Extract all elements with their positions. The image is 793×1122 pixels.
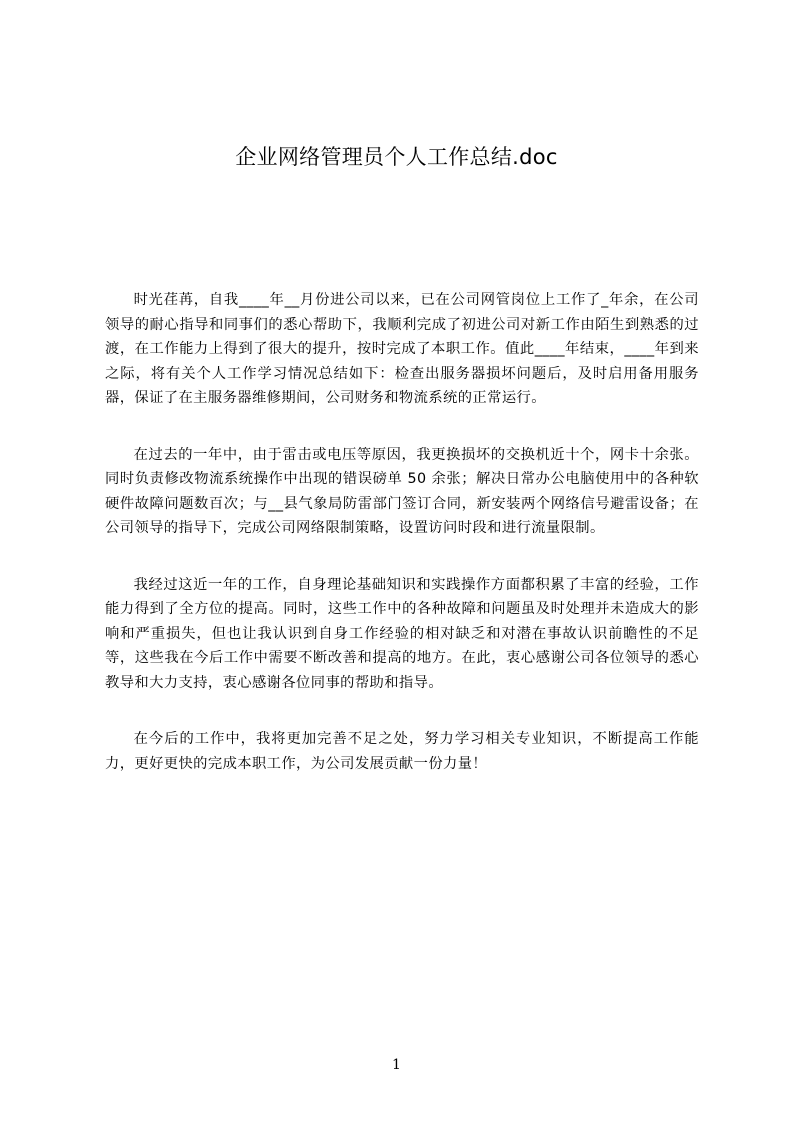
paragraph-1: 时光荏苒，自我____年__月份进公司以来，已在公司网管岗位上工作了_年余，在公司领导的耐心指导和同事们的悉心帮助下，我顺利完成了初进公司对新工作由陌生到熟悉的过渡，在工作能力上得到了很大的提升，按时完成了本职工作。值此____年结束，____年到来之际，将有关个人工作学习情况总结如下：检查出服务器损坏问题后，及时启用备用服务器，保证了在主服务器维修期间，公司财务和物流系统的正常运行。 <box>105 292 699 406</box>
paragraph-2: 在过去的一年中，由于雷击或电压等原因，我更换损坏的交换机近十个，网卡十余张。同时负责修改物流系统操作中出现的错误磅单 50 余张；解决日常办公电脑使用中的各种软硬件故障问题数百次；与__县气象局防雷部门签订合同，新安装两个网络信号避雷设备；在公司领导的指导下，完成公司网络限制策略，设置访问时段和进行流量限制。 <box>105 446 699 536</box>
page-number: 1 <box>392 1057 401 1073</box>
document-body <box>105 288 699 808</box>
paragraph-4: 在今后的工作中，我将更加完善不足之处，努力学习相关专业知识，不断提高工作能力，更好更快的完成本职工作，为公司发展贡献一份力量！ <box>105 731 699 772</box>
document-title: 企业网络管理员个人工作总结.doc <box>235 145 558 169</box>
paragraph-3: 我经过这近一年的工作，自身理论基础知识和实践操作方面都积累了丰富的经验，工作能力得到了全方位的提高。同时，这些工作中的各种故障和问题虽及时处理并未造成大的影响和严重损失，但也让我认识到自身工作经验的相对缺乏和对潜在事故认识前瞻性的不足等，这些我在今后工作中需要不断改善和提高的地方。在此，衷心感谢公司各位领导的悉心教导和大力支持，衷心感谢各位同事的帮助和指导。 <box>105 576 699 691</box>
